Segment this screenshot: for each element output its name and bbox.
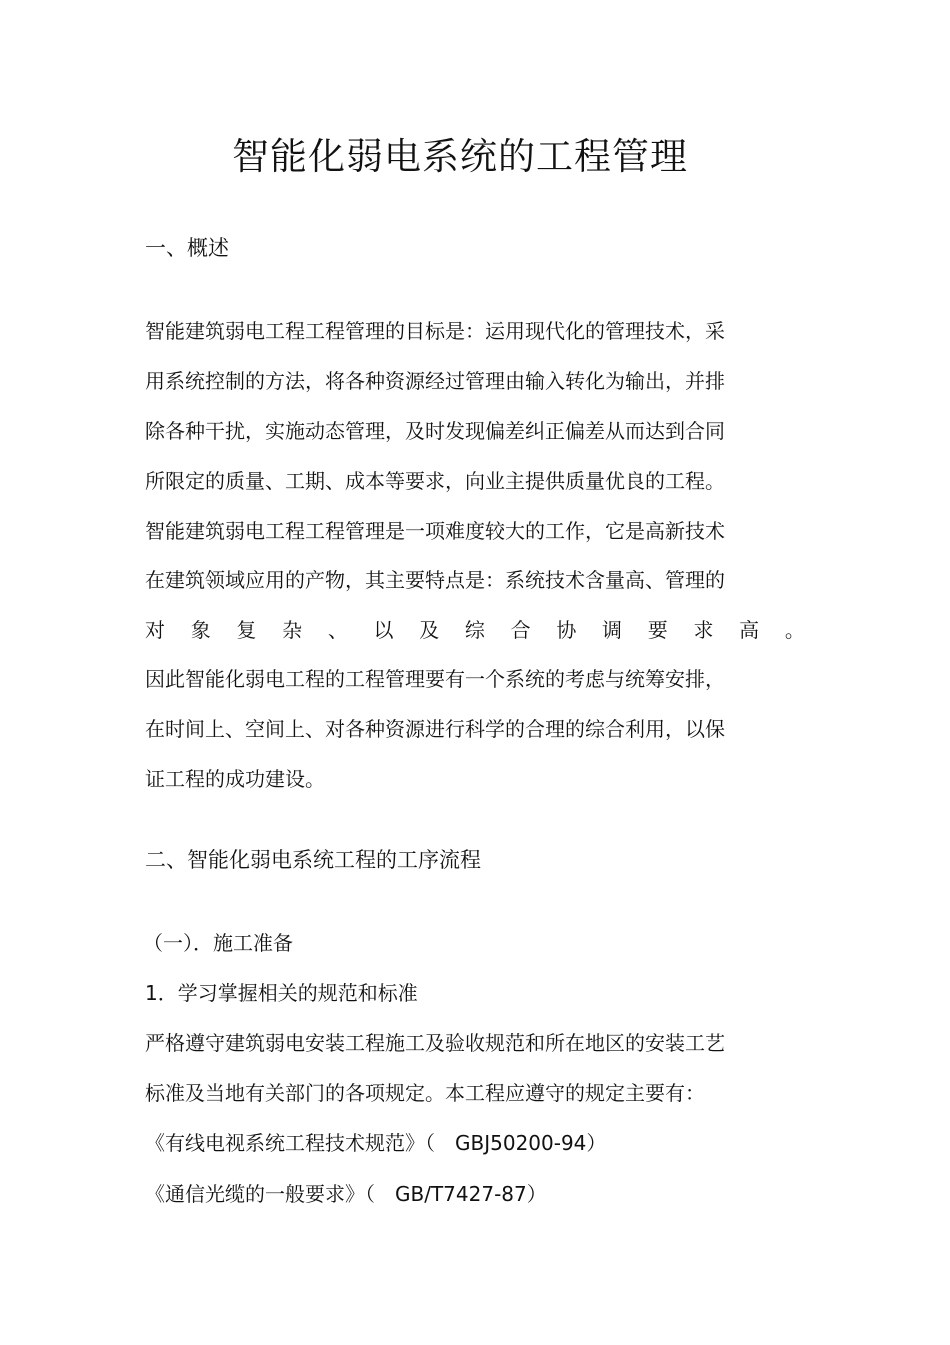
- justified-char: 复: [236, 618, 257, 642]
- paragraph-line: 除各种干扰，实施动态管理，及时发现偏差纠正偏差从而达到合同: [145, 419, 725, 443]
- standard-reference: 《通信光缆的一般要求》（ GB/T7427-87）: [145, 1182, 547, 1206]
- justified-line: [145, 616, 805, 644]
- item-heading: 1．学习掌握相关的规范和标准: [145, 981, 418, 1005]
- paragraph-line: 标准及当地有关部门的各项规定。本工程应遵守的规定主要有：: [145, 1081, 705, 1105]
- justified-char: 、: [327, 618, 348, 642]
- paragraph-line: 因此智能化弱电工程的工程管理要有一个系统的考虑与统筹安排，: [145, 667, 725, 691]
- section-heading-workflow: 二、智能化弱电系统工程的工序流程: [145, 848, 481, 872]
- justified-char: 协: [556, 618, 577, 642]
- sub-heading: （一）．施工准备: [143, 931, 293, 955]
- paragraph-line: 智能建筑弱电工程工程管理是一项难度较大的工作，它是高新技术: [145, 519, 725, 543]
- justified-char: 象: [190, 618, 211, 642]
- paragraph-line: 所限定的质量、工期、成本等要求，向业主提供质量优良的工程。: [145, 469, 725, 493]
- justified-char: 综: [464, 618, 485, 642]
- paragraph-line: 严格遵守建筑弱电安装工程施工及验收规范和所在地区的安装工艺: [145, 1031, 725, 1055]
- justified-char: 高: [739, 618, 760, 642]
- justified-char: 杂: [282, 618, 303, 642]
- paragraph-line: 用系统控制的方法，将各种资源经过管理由输入转化为输出，并排: [145, 369, 725, 393]
- justified-char: 调: [602, 618, 623, 642]
- justified-char: 求: [693, 618, 714, 642]
- justified-char: 要: [647, 618, 668, 642]
- standard-reference: 《有线电视系统工程技术规范》（ GBJ50200-94）: [145, 1131, 607, 1155]
- paragraph-line: 在时间上、空间上、对各种资源进行科学的合理的综合利用，以保: [145, 717, 725, 741]
- justified-char: 。: [784, 618, 805, 642]
- document-title: 智能化弱电系统的工程管理: [232, 135, 688, 178]
- section-heading-overview: 一、概述: [145, 236, 229, 260]
- justified-char: 及: [419, 618, 440, 642]
- justified-char: 以: [373, 618, 394, 642]
- paragraph-line: 在建筑领域应用的产物，其主要特点是：系统技术含量高、管理的: [145, 568, 725, 592]
- paragraph-line: 证工程的成功建设。: [145, 767, 325, 791]
- justified-char: 对: [145, 618, 165, 642]
- paragraph-line: 智能建筑弱电工程工程管理的目标是：运用现代化的管理技术，采: [145, 319, 725, 343]
- justified-char: 合: [510, 618, 531, 642]
